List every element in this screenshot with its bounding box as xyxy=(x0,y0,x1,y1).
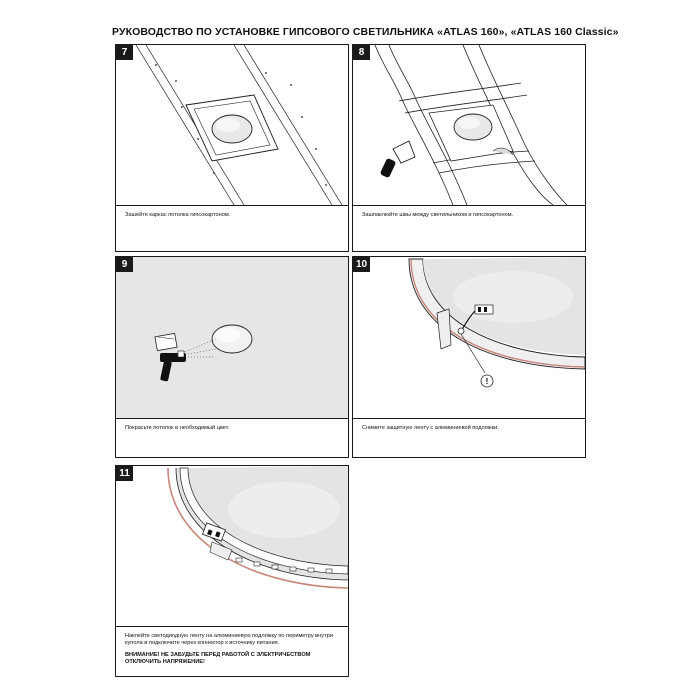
step-9-text: Покрасьте потолок в необходимый цвет. xyxy=(125,425,230,431)
step-caption xyxy=(353,418,585,457)
step-caption xyxy=(353,205,585,251)
safety-warning: ВНИМАНИЕ! НЕ ЗАБУДЬТЕ ПЕРЕД РАБОТОЙ С ЭЛЕКТРИЧЕСТВОМ ОТКЛЮЧИТЬ НАПРЯЖЕНИЕ! xyxy=(125,651,311,666)
step-7-text: Зашейте каркас потолка гипсокартоном. xyxy=(125,212,231,218)
step-8-illustration xyxy=(353,45,585,205)
step-8-text: Зашпаклюйте швы между светильником и гипсокартоном. xyxy=(362,212,514,218)
step-number: 9 xyxy=(116,257,133,272)
step-number: 8 xyxy=(353,45,370,60)
step-number: 11 xyxy=(116,466,133,481)
step-10-panel xyxy=(352,256,586,458)
step-caption xyxy=(116,626,348,676)
step-7-panel xyxy=(115,44,349,252)
step-caption xyxy=(116,205,348,251)
step-number: 10 xyxy=(353,257,370,272)
step-9-illustration xyxy=(116,257,348,418)
step-9-panel xyxy=(115,256,349,458)
step-11-panel xyxy=(115,465,349,677)
step-10-illustration xyxy=(353,257,585,418)
step-11-illustration xyxy=(116,466,348,626)
step-number: 7 xyxy=(116,45,133,60)
step-10-text: Снимите защитную ленту с алюминиевой подложки. xyxy=(362,425,499,431)
step-7-illustration xyxy=(116,45,348,205)
document-title: РУКОВОДСТВО ПО УСТАНОВКЕ ГИПСОВОГО СВЕТИЛЬНИКА «ATLAS 160», «ATLAS 160 Classic» xyxy=(112,26,619,38)
step-8-panel xyxy=(352,44,586,252)
callout-exclamation: ! xyxy=(485,377,489,386)
step-11-text: Наклейте светодиодную ленту на алюминиевую подложку по периметру внутри купола и подключите через коннектор к источнику питания. xyxy=(125,633,333,647)
step-caption xyxy=(116,418,348,457)
